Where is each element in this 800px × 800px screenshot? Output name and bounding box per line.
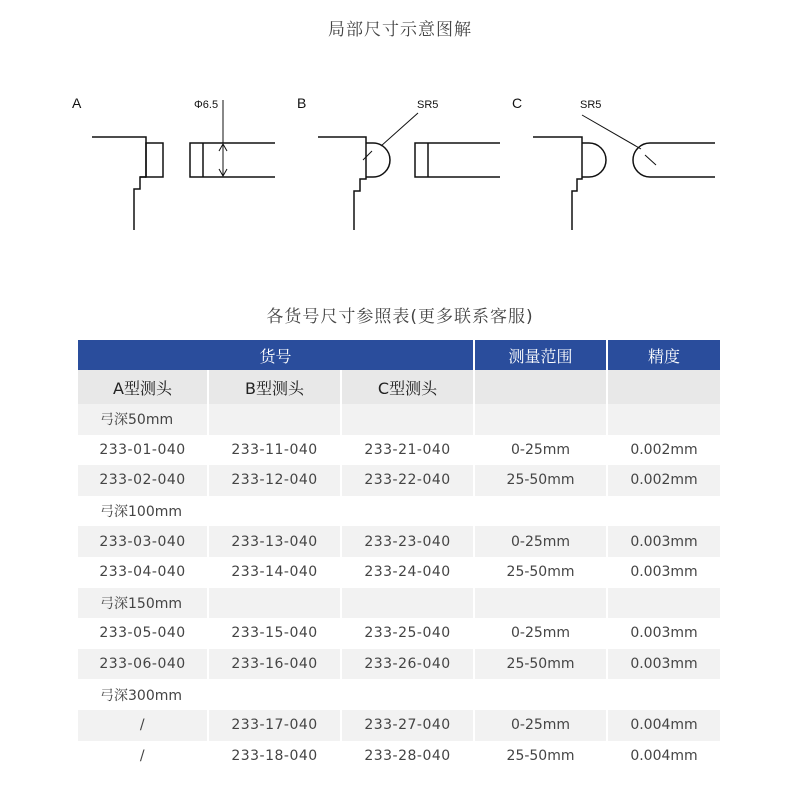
- table-row: [78, 618, 720, 649]
- accuracy: 0.002mm: [607, 435, 720, 466]
- group-empty-cell: [607, 588, 720, 619]
- measuring-range: 25-50mm: [474, 741, 607, 772]
- accuracy: 0.003mm: [607, 526, 720, 557]
- panel-b-label: B: [297, 95, 307, 111]
- group-row: [78, 496, 720, 527]
- group-label: 弓深300mm: [78, 679, 208, 710]
- table-title: 各货号尺寸参照表(更多联系客服): [266, 307, 534, 327]
- b-probe-code: 233-12-040: [208, 465, 341, 496]
- b-probe-code: 233-13-040: [208, 526, 341, 557]
- accuracy: 0.003mm: [607, 618, 720, 649]
- b-probe-code: 233-17-040: [208, 710, 341, 741]
- a-probe-code: 233-06-040: [78, 649, 208, 680]
- measuring-range: 25-50mm: [474, 649, 607, 680]
- group-empty-cell: [341, 496, 474, 527]
- c-probe-code: 233-27-040: [341, 710, 474, 741]
- group-empty-cell: [607, 496, 720, 527]
- group-label: 弓深100mm: [78, 496, 208, 527]
- measuring-range: 0-25mm: [474, 618, 607, 649]
- group-empty-cell: [341, 404, 474, 435]
- group-empty-cell: [474, 679, 607, 710]
- table-row: [78, 741, 720, 772]
- table-row: [78, 526, 720, 557]
- group-empty-cell: [208, 404, 341, 435]
- c-probe-code: 233-21-040: [341, 435, 474, 466]
- panel-a: [92, 100, 275, 230]
- subheader-blank: [607, 370, 720, 404]
- group-row: [78, 588, 720, 619]
- table-row: [78, 710, 720, 741]
- subheader-type-a: A型测头: [78, 370, 208, 404]
- group-empty-cell: [474, 496, 607, 527]
- group-row: [78, 679, 720, 710]
- subheader-type-b: B型测头: [208, 370, 341, 404]
- measuring-range: 0-25mm: [474, 526, 607, 557]
- b-probe-code: 233-18-040: [208, 741, 341, 772]
- probe-diagram: [0, 85, 800, 245]
- group-empty-cell: [474, 588, 607, 619]
- panel-c: [533, 115, 715, 230]
- a-probe-code: /: [78, 741, 208, 772]
- a-probe-code: 233-03-040: [78, 526, 208, 557]
- measuring-range: 0-25mm: [474, 710, 607, 741]
- accuracy: 0.003mm: [607, 649, 720, 680]
- table-body: [78, 404, 720, 771]
- c-probe-code: 233-24-040: [341, 557, 474, 588]
- group-empty-cell: [607, 679, 720, 710]
- measuring-range: 25-50mm: [474, 465, 607, 496]
- b-probe-code: 233-14-040: [208, 557, 341, 588]
- measuring-range: 0-25mm: [474, 435, 607, 466]
- group-row: [78, 404, 720, 435]
- panel-a-label: A: [72, 95, 82, 111]
- header-part-number: 货号: [78, 340, 474, 370]
- group-empty-cell: [607, 404, 720, 435]
- c-probe-code: 233-25-040: [341, 618, 474, 649]
- panel-c-label: C: [512, 95, 523, 111]
- panel-b: [318, 113, 500, 230]
- panel-a-dimension: Φ6.5: [194, 99, 219, 111]
- measuring-range: 25-50mm: [474, 557, 607, 588]
- table-row: [78, 465, 720, 496]
- header-measuring-range: 测量范围: [474, 340, 607, 370]
- c-probe-code: 233-26-040: [341, 649, 474, 680]
- group-label: 弓深150mm: [78, 588, 208, 619]
- accuracy: 0.004mm: [607, 710, 720, 741]
- accuracy: 0.004mm: [607, 741, 720, 772]
- table-row: [78, 649, 720, 680]
- panel-c-dimension: SR5: [580, 99, 602, 111]
- group-empty-cell: [208, 588, 341, 619]
- diagram-title: 局部尺寸示意图解: [328, 20, 472, 40]
- accuracy: 0.003mm: [607, 557, 720, 588]
- table-row: [78, 435, 720, 466]
- header-accuracy: 精度: [607, 340, 720, 370]
- a-probe-code: 233-04-040: [78, 557, 208, 588]
- subheader-type-c: C型测头: [341, 370, 474, 404]
- size-reference-table: [78, 340, 720, 771]
- accuracy: 0.002mm: [607, 465, 720, 496]
- b-probe-code: 233-11-040: [208, 435, 341, 466]
- group-empty-cell: [341, 588, 474, 619]
- a-probe-code: 233-05-040: [78, 618, 208, 649]
- c-probe-code: 233-23-040: [341, 526, 474, 557]
- subheader-blank: [474, 370, 607, 404]
- group-empty-cell: [341, 679, 474, 710]
- table-row: [78, 557, 720, 588]
- a-probe-code: /: [78, 710, 208, 741]
- group-empty-cell: [208, 679, 341, 710]
- a-probe-code: 233-01-040: [78, 435, 208, 466]
- a-probe-code: 233-02-040: [78, 465, 208, 496]
- b-probe-code: 233-15-040: [208, 618, 341, 649]
- b-probe-code: 233-16-040: [208, 649, 341, 680]
- c-probe-code: 233-22-040: [341, 465, 474, 496]
- c-probe-code: 233-28-040: [341, 741, 474, 772]
- group-label: 弓深50mm: [78, 404, 208, 435]
- group-empty-cell: [474, 404, 607, 435]
- panel-b-dimension: SR5: [417, 99, 439, 111]
- group-empty-cell: [208, 496, 341, 527]
